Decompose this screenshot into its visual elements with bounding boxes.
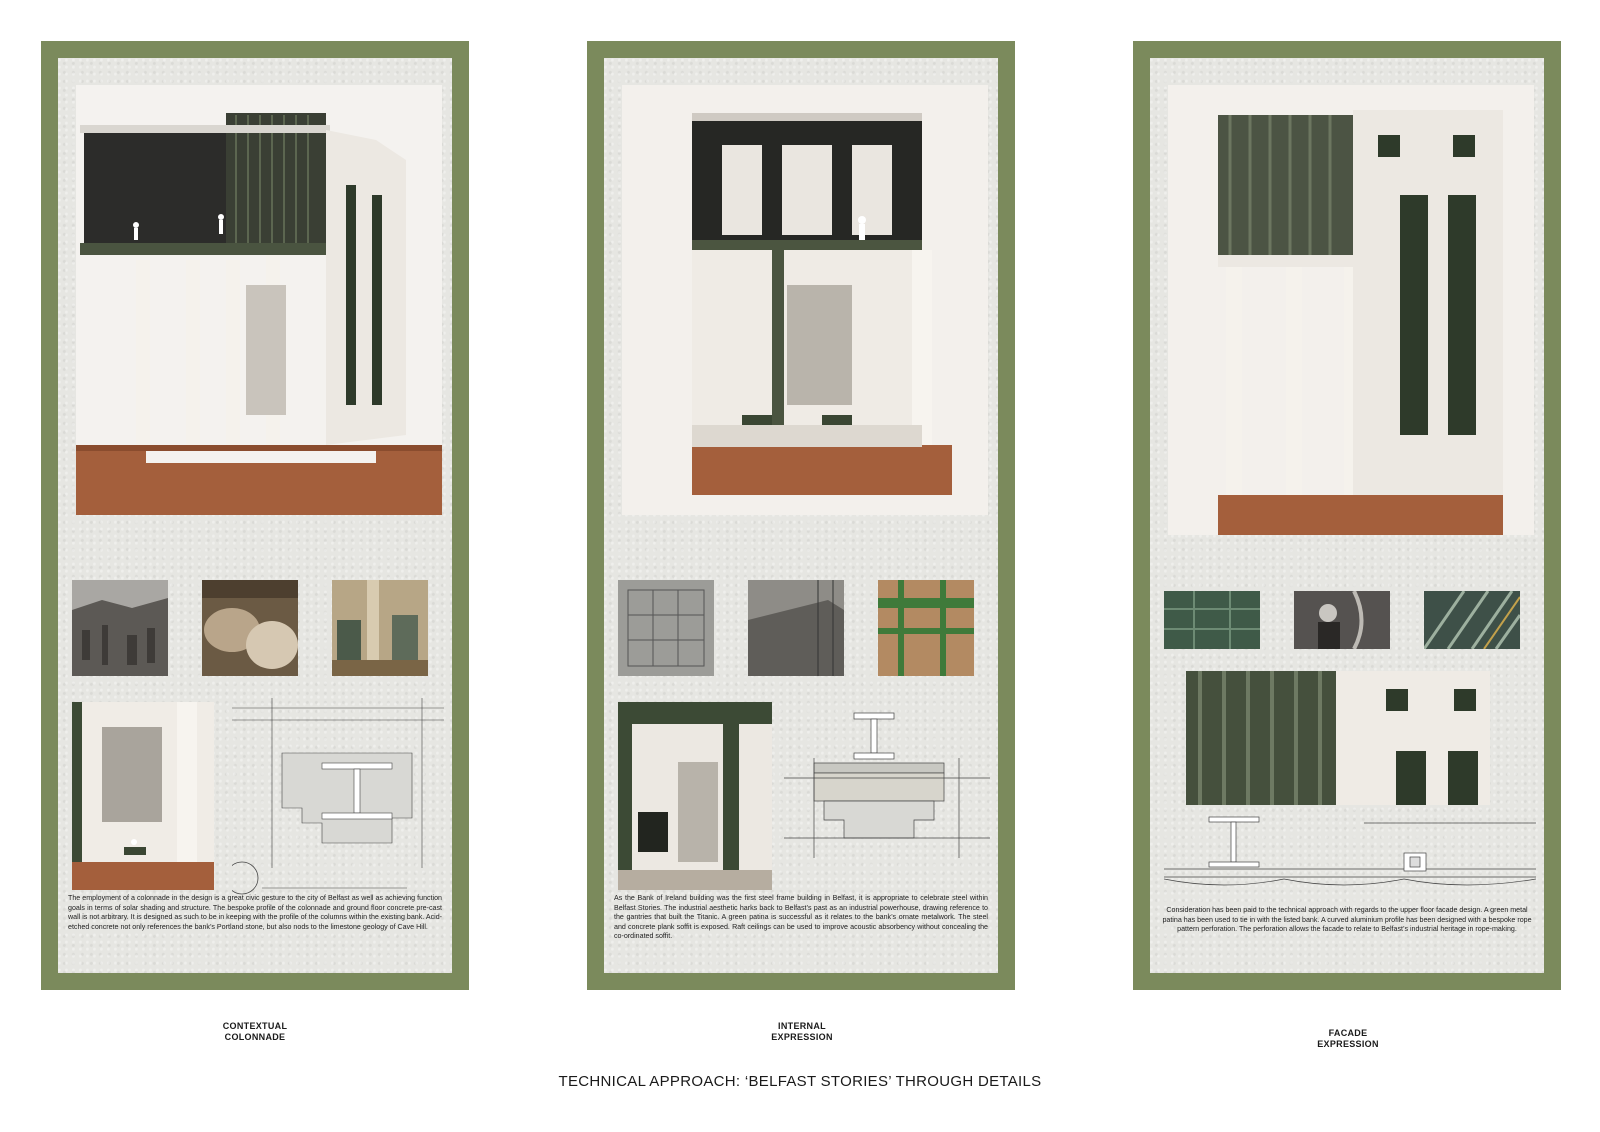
panel-internal-expression xyxy=(587,41,1015,990)
column-section-drawing xyxy=(232,698,444,898)
label-facade-expression: FACADE EXPRESSION xyxy=(1317,1028,1379,1049)
titanic-gantry-photo xyxy=(748,580,844,676)
belfast-skyline-photo xyxy=(72,580,168,676)
steel-frame-plan-photo xyxy=(618,580,714,676)
page-title: TECHNICAL APPROACH: ‘BELFAST STORIES’ THROUGH DETAILS xyxy=(558,1073,1042,1090)
model-elevation-photo xyxy=(1168,85,1534,535)
green-metalwork-photo xyxy=(1164,591,1260,649)
rope-maker-photo xyxy=(1294,591,1390,649)
panel-board xyxy=(1150,58,1544,973)
panel-caption: As the Bank of Ireland building was the first steel frame building in Belfast, it is appropriate to celebrate steel within Belfast Stories. The industrial aesthetic harks back to Belfast’s past as an industrial powerhouse, drawing reference to the gantries that built the Titanic. A green patina is successful as it relates to the bank’s ornate metalwork. The steel and concrete plank soffit is exposed. Raft ceilings can be used to improve acoustic absorbency without concealing the co-ordinated soffit. xyxy=(614,894,988,941)
label-internal-expression: INTERNAL EXPRESSION xyxy=(771,1021,833,1042)
interior-model-photo xyxy=(72,702,214,890)
model-section-photo xyxy=(622,85,988,515)
facade-closeup-model-photo xyxy=(1186,671,1490,805)
panel-caption: The employment of a colonnade in the design is a great civic gesture to the city of Belfast as well as achieving function goals in terms of solar shading and structure. The bespoke profile of the colonnade and ground floor concrete pre-cast wall is not arbitrary. It is designed as such to be in keeping with the profile of the columns within the existing bank. Acid-etched concrete not only references the bank’s Portland stone, but also nods to the limestone geology of Cave Hill. xyxy=(68,894,442,931)
beam-soffit-drawing xyxy=(784,708,990,898)
model-colonnade-photo xyxy=(76,85,442,515)
panel-board xyxy=(604,58,998,973)
facade-fixing-drawing xyxy=(1164,813,1536,893)
green-steel-interior-photo xyxy=(878,580,974,676)
curved-cladding-photo xyxy=(1424,591,1520,649)
limestone-rock-photo xyxy=(202,580,298,676)
double-height-space-photo xyxy=(618,702,772,890)
panel-facade-expression xyxy=(1133,41,1561,990)
panel-caption: Consideration has been paid to the technical approach with regards to the upper floor facade design. A green metal patina has been used to tie in with the listed bank. A curved aluminium profile has been designed with a bespoke rope pattern perforation. The perforation allows the facade to relate to Belfast’s industrial heritage in rope-making. xyxy=(1162,906,1532,934)
bank-interior-photo xyxy=(332,580,428,676)
panel-board xyxy=(58,58,452,973)
panel-contextual-colonnade xyxy=(41,41,469,990)
label-contextual-colonnade: CONTEXTUAL COLONNADE xyxy=(222,1021,288,1042)
